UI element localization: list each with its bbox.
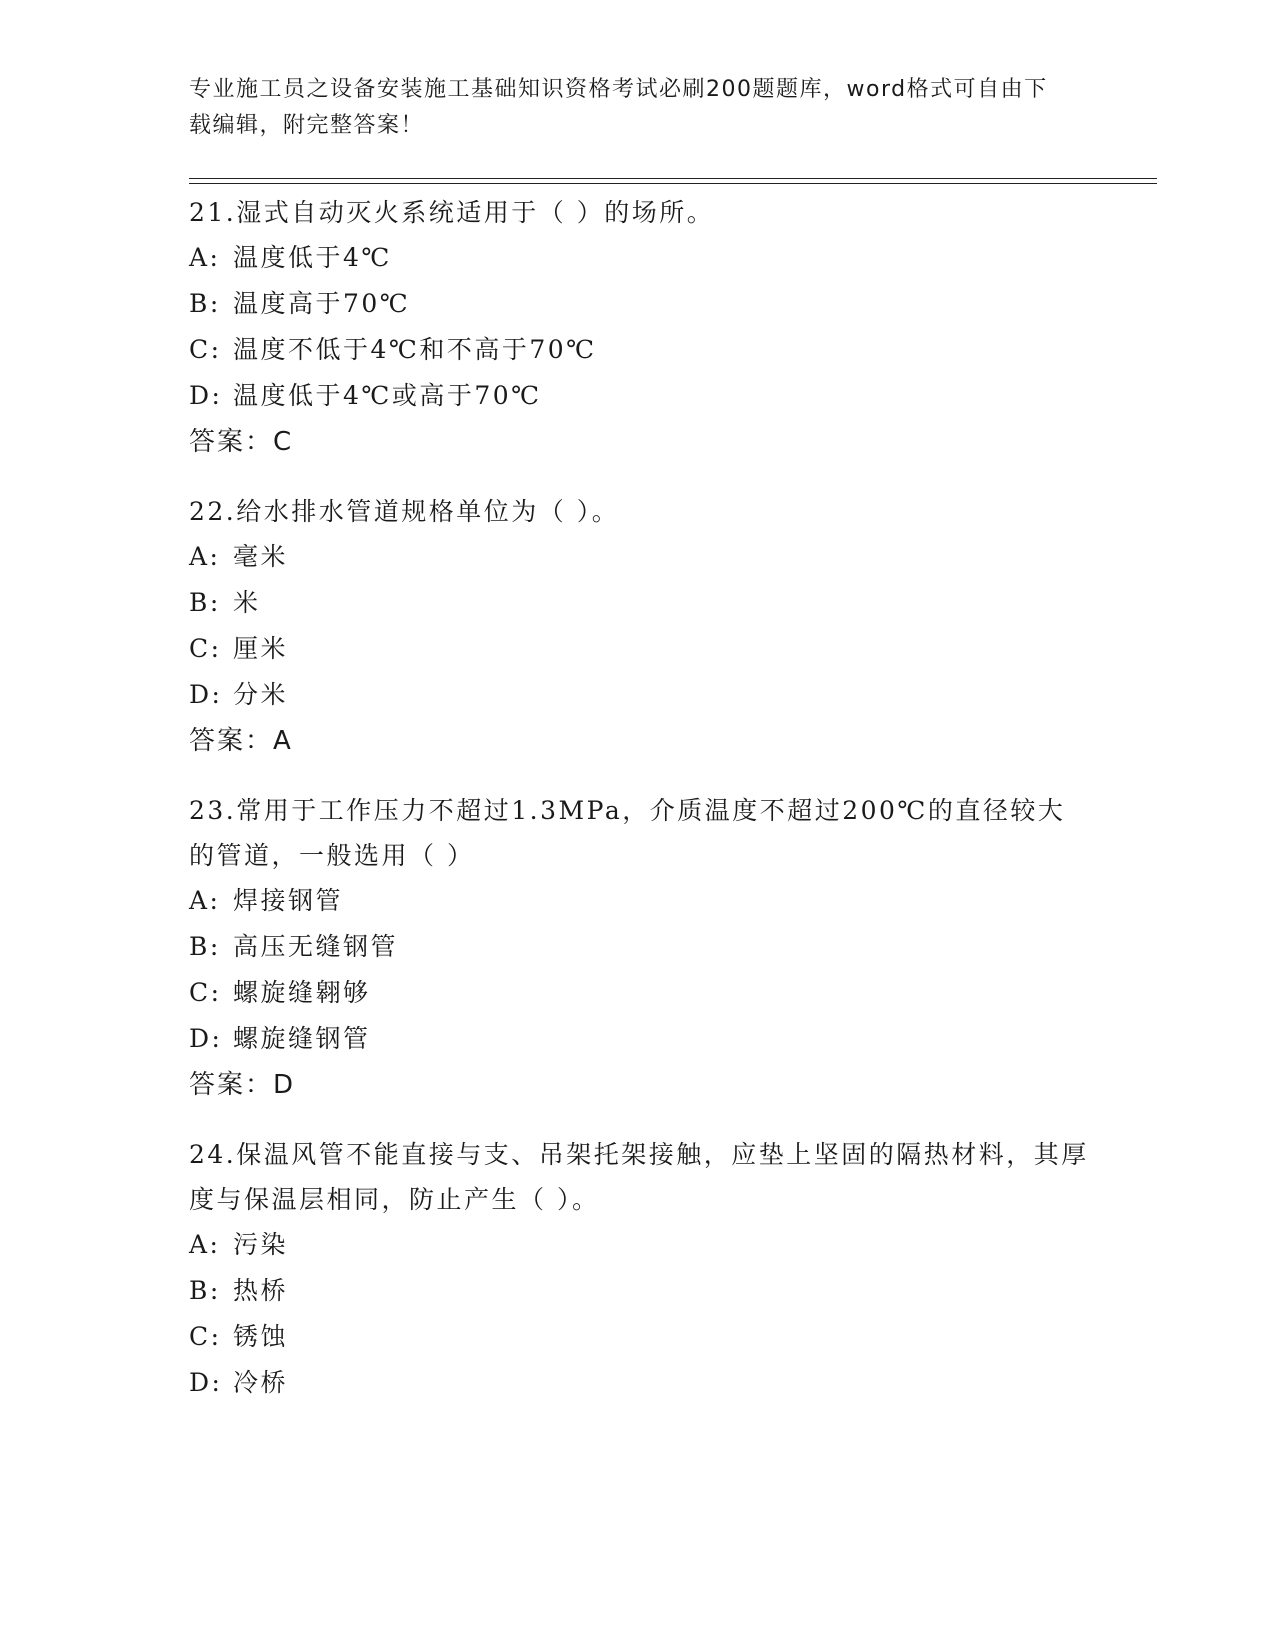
option-text: 温度高于70℃ xyxy=(233,289,411,318)
option-letter: D: xyxy=(189,680,223,709)
option-letter: C: xyxy=(189,978,222,1007)
option-c xyxy=(189,970,1089,1016)
document-header-title: 专业施工员之设备安装施工基础知识资格考试必刷200题题库，word格式可自由下载编辑，附完整答案！ xyxy=(189,77,1048,138)
option-text: 锈蚀 xyxy=(233,1322,289,1351)
option-a xyxy=(189,534,1089,580)
option-text: 温度不低于4℃和不高于70℃ xyxy=(233,335,597,364)
option-a xyxy=(189,235,1089,281)
option-b xyxy=(189,924,1089,970)
option-text: 毫米 xyxy=(233,542,289,571)
question-22 xyxy=(189,489,1089,764)
option-letter: B: xyxy=(189,588,221,617)
option-text: 污染 xyxy=(233,1230,289,1259)
answer-line: 答案：A xyxy=(189,726,293,756)
question-list xyxy=(189,190,1089,1430)
option-c xyxy=(189,1314,1089,1360)
option-text: 温度低于4℃ xyxy=(233,243,392,272)
question-stem: 21.湿式自动灭火系统适用于（ ）的场所。 xyxy=(189,198,715,227)
option-letter: A: xyxy=(189,243,221,272)
option-letter: A: xyxy=(189,1230,221,1259)
question-stem: 22.给水排水管道规格单位为（ ）。 xyxy=(189,497,620,526)
answer-line: 答案：C xyxy=(189,427,294,457)
option-c xyxy=(189,327,1089,373)
question-21 xyxy=(189,190,1089,465)
option-d xyxy=(189,1016,1089,1062)
option-letter: C: xyxy=(189,634,222,663)
question-24 xyxy=(189,1132,1089,1406)
option-text: 螺旋缝翱够 xyxy=(233,978,371,1007)
header-divider-bottom xyxy=(189,183,1157,184)
option-a xyxy=(189,878,1089,924)
option-text: 米 xyxy=(233,588,261,617)
question-stem: 24.保温风管不能直接与支、吊架托架接触，应垫上坚固的隔热材料，其厚度与保温层相同，防止产生（ ）。 xyxy=(189,1140,1089,1214)
question-23 xyxy=(189,788,1089,1108)
option-text: 温度低于4℃或高于70℃ xyxy=(233,381,542,410)
answer-line: 答案：D xyxy=(189,1070,296,1100)
option-letter: B: xyxy=(189,932,221,961)
option-text: 热桥 xyxy=(233,1276,289,1305)
option-d xyxy=(189,373,1089,419)
question-stem: 23.常用于工作压力不超过1.3MPa，介质温度不超过200℃的直径较大的管道，一般选用（ ） xyxy=(189,796,1066,870)
option-letter: D: xyxy=(189,1368,223,1397)
option-letter: C: xyxy=(189,335,222,364)
option-text: 高压无缝钢管 xyxy=(233,932,399,961)
option-letter: B: xyxy=(189,1276,221,1305)
option-text: 分米 xyxy=(233,680,289,709)
option-letter: A: xyxy=(189,542,221,571)
option-a xyxy=(189,1222,1089,1268)
option-letter: A: xyxy=(189,886,221,915)
header-divider-top xyxy=(189,178,1157,179)
option-letter: C: xyxy=(189,1322,222,1351)
option-text: 厘米 xyxy=(233,634,289,663)
option-b xyxy=(189,580,1089,626)
option-d xyxy=(189,672,1089,718)
option-b xyxy=(189,1268,1089,1314)
option-b xyxy=(189,281,1089,327)
option-letter: D: xyxy=(189,381,223,410)
option-text: 冷桥 xyxy=(233,1368,289,1397)
option-letter: D: xyxy=(189,1024,223,1053)
option-text: 焊接钢管 xyxy=(233,886,344,915)
option-text: 螺旋缝钢管 xyxy=(233,1024,371,1053)
option-d xyxy=(189,1360,1089,1406)
option-c xyxy=(189,626,1089,672)
option-letter: B: xyxy=(189,289,221,318)
